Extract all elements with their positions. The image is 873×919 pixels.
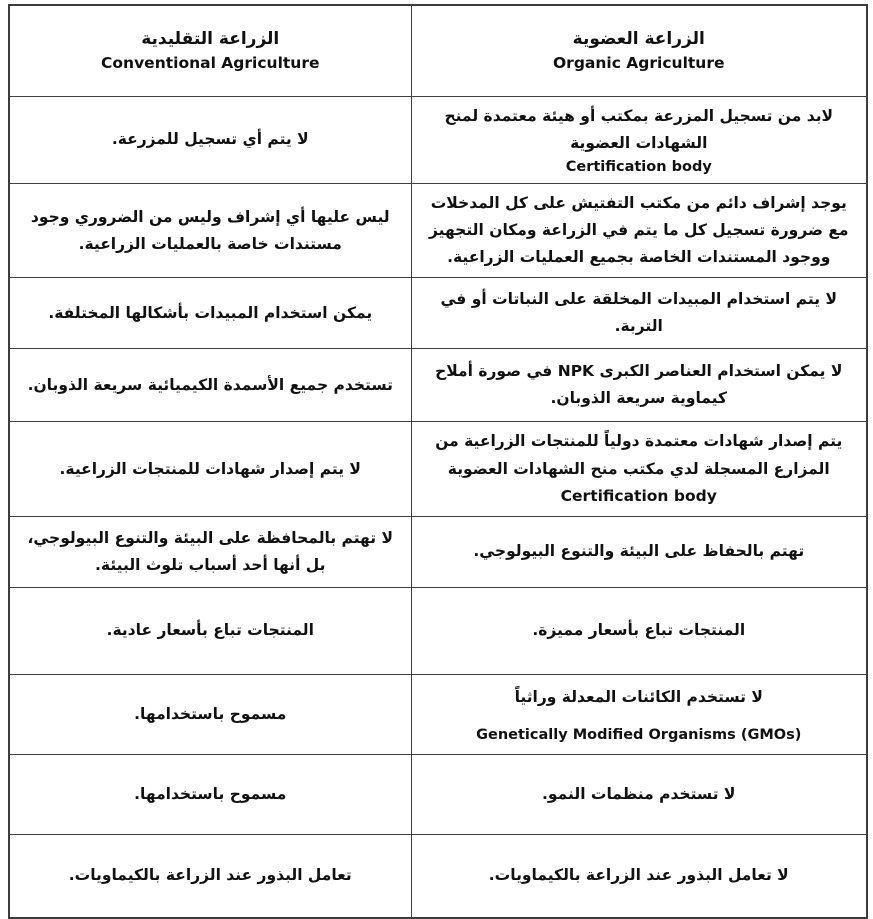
conventional-cell — [9, 674, 411, 754]
organic-cell — [411, 754, 867, 834]
conventional-cell — [9, 754, 411, 834]
conventional-cell — [9, 349, 411, 422]
table-row-supervision — [9, 184, 867, 278]
arabic-text: لا يتم أي تسجيل للمزرعة. — [111, 130, 309, 149]
conventional-cell — [9, 278, 411, 349]
conventional-cell — [9, 96, 411, 184]
arabic-text: مسموح باستخدامها. — [134, 704, 287, 723]
conventional-header-english: Conventional Agriculture — [101, 53, 320, 72]
organic-cell — [411, 96, 867, 184]
organic-header-cell — [411, 5, 867, 96]
table-row-environment — [9, 516, 867, 587]
arabic-text: مسموح باستخدامها. — [134, 784, 287, 803]
arabic-text: لا تستخدم منظمات النمو. — [542, 784, 736, 803]
conventional-cell — [9, 422, 411, 516]
organic-cell — [411, 278, 867, 349]
arabic-text: تهتم بالحفاظ على البيئة والتنوع البيولوجي. — [473, 542, 805, 561]
arabic-text: لا تعامل البذور عند الزراعة بالكيماويات. — [488, 866, 789, 885]
table-row-pesticides — [9, 278, 867, 349]
arabic-text: المنتجات تباع بأسعار عادية. — [106, 621, 314, 640]
table-row-growth-regulators — [9, 754, 867, 834]
arabic-text: تستخدم جميع الأسمدة الكيميائية سريعة الذوبان. — [27, 375, 393, 394]
arabic-text: يوجد إشراف دائم من مكتب التفتيش على كل المدخلات مع ضرورة تسجيل كل ما يتم في الزراعة ومكان التجهيز ووجود المستندات الخاصة بجميع العمليات الزراعية. — [428, 194, 849, 267]
arabic-text: يتم إصدار شهادات معتمدة دولياً للمنتجات الزراعية من المزارع المسجلة لدي مكتب منح الشهادات العضوية Certification body — [435, 432, 843, 505]
organic-header-arabic: الزراعة العضوية — [572, 29, 705, 50]
table-row-prices — [9, 587, 867, 674]
conventional-cell — [9, 587, 411, 674]
arabic-text: لا يمكن استخدام العناصر الكبرى NPK في صورة أملاح كيماوية سريعة الذوبان. — [435, 362, 843, 408]
table-row-registration — [9, 96, 867, 184]
arabic-text: لا تستخدم الكائنات المعدلة وراثياً — [514, 687, 763, 706]
organic-header-english: Organic Agriculture — [553, 53, 725, 72]
english-text: Certification body — [565, 158, 712, 175]
table-row-seed-treatment — [9, 834, 867, 918]
organic-cell — [411, 349, 867, 422]
organic-cell — [411, 184, 867, 278]
conventional-cell — [9, 184, 411, 278]
comparison-table — [8, 4, 868, 919]
table-row-gmos — [9, 674, 867, 754]
arabic-text: تعامل البذور عند الزراعة بالكيماويات. — [68, 866, 352, 885]
arabic-text: لا تهتم بالمحافظة على البيئة والتنوع البيولوجي، بل أنها أحد أسباب تلوث البيئة. — [27, 528, 394, 574]
arabic-text: لا يتم استخدام المبيدات المخلقة على النباتات أو في التربة. — [440, 290, 837, 336]
arabic-text: يمكن استخدام المبيدات بأشكالها المختلفة. — [48, 303, 373, 322]
organic-cell — [411, 516, 867, 587]
table-row-fertilizers — [9, 349, 867, 422]
table-row-certificates — [9, 422, 867, 516]
header-row — [9, 5, 867, 96]
conventional-header-cell — [9, 5, 411, 96]
organic-cell — [411, 422, 867, 516]
organic-cell — [411, 587, 867, 674]
arabic-text: ليس عليها أي إشراف وليس من الضروري وجود مستندات خاصة بالعمليات الزراعية. — [30, 207, 390, 253]
arabic-text: لا يتم إصدار شهادات للمنتجات الزراعية. — [59, 459, 361, 478]
conventional-header-arabic: الزراعة التقليدية — [141, 29, 280, 50]
arabic-text: المنتجات تباع بأسعار مميزة. — [532, 621, 746, 640]
organic-cell — [411, 834, 867, 918]
conventional-cell — [9, 516, 411, 587]
conventional-cell — [9, 834, 411, 918]
english-text: Genetically Modified Organisms (GMOs) — [476, 726, 802, 743]
organic-cell — [411, 674, 867, 754]
arabic-text: لابد من تسجيل المزرعة بمكتب أو هيئة معتمدة لمنح الشهادات العضوية — [444, 106, 834, 152]
